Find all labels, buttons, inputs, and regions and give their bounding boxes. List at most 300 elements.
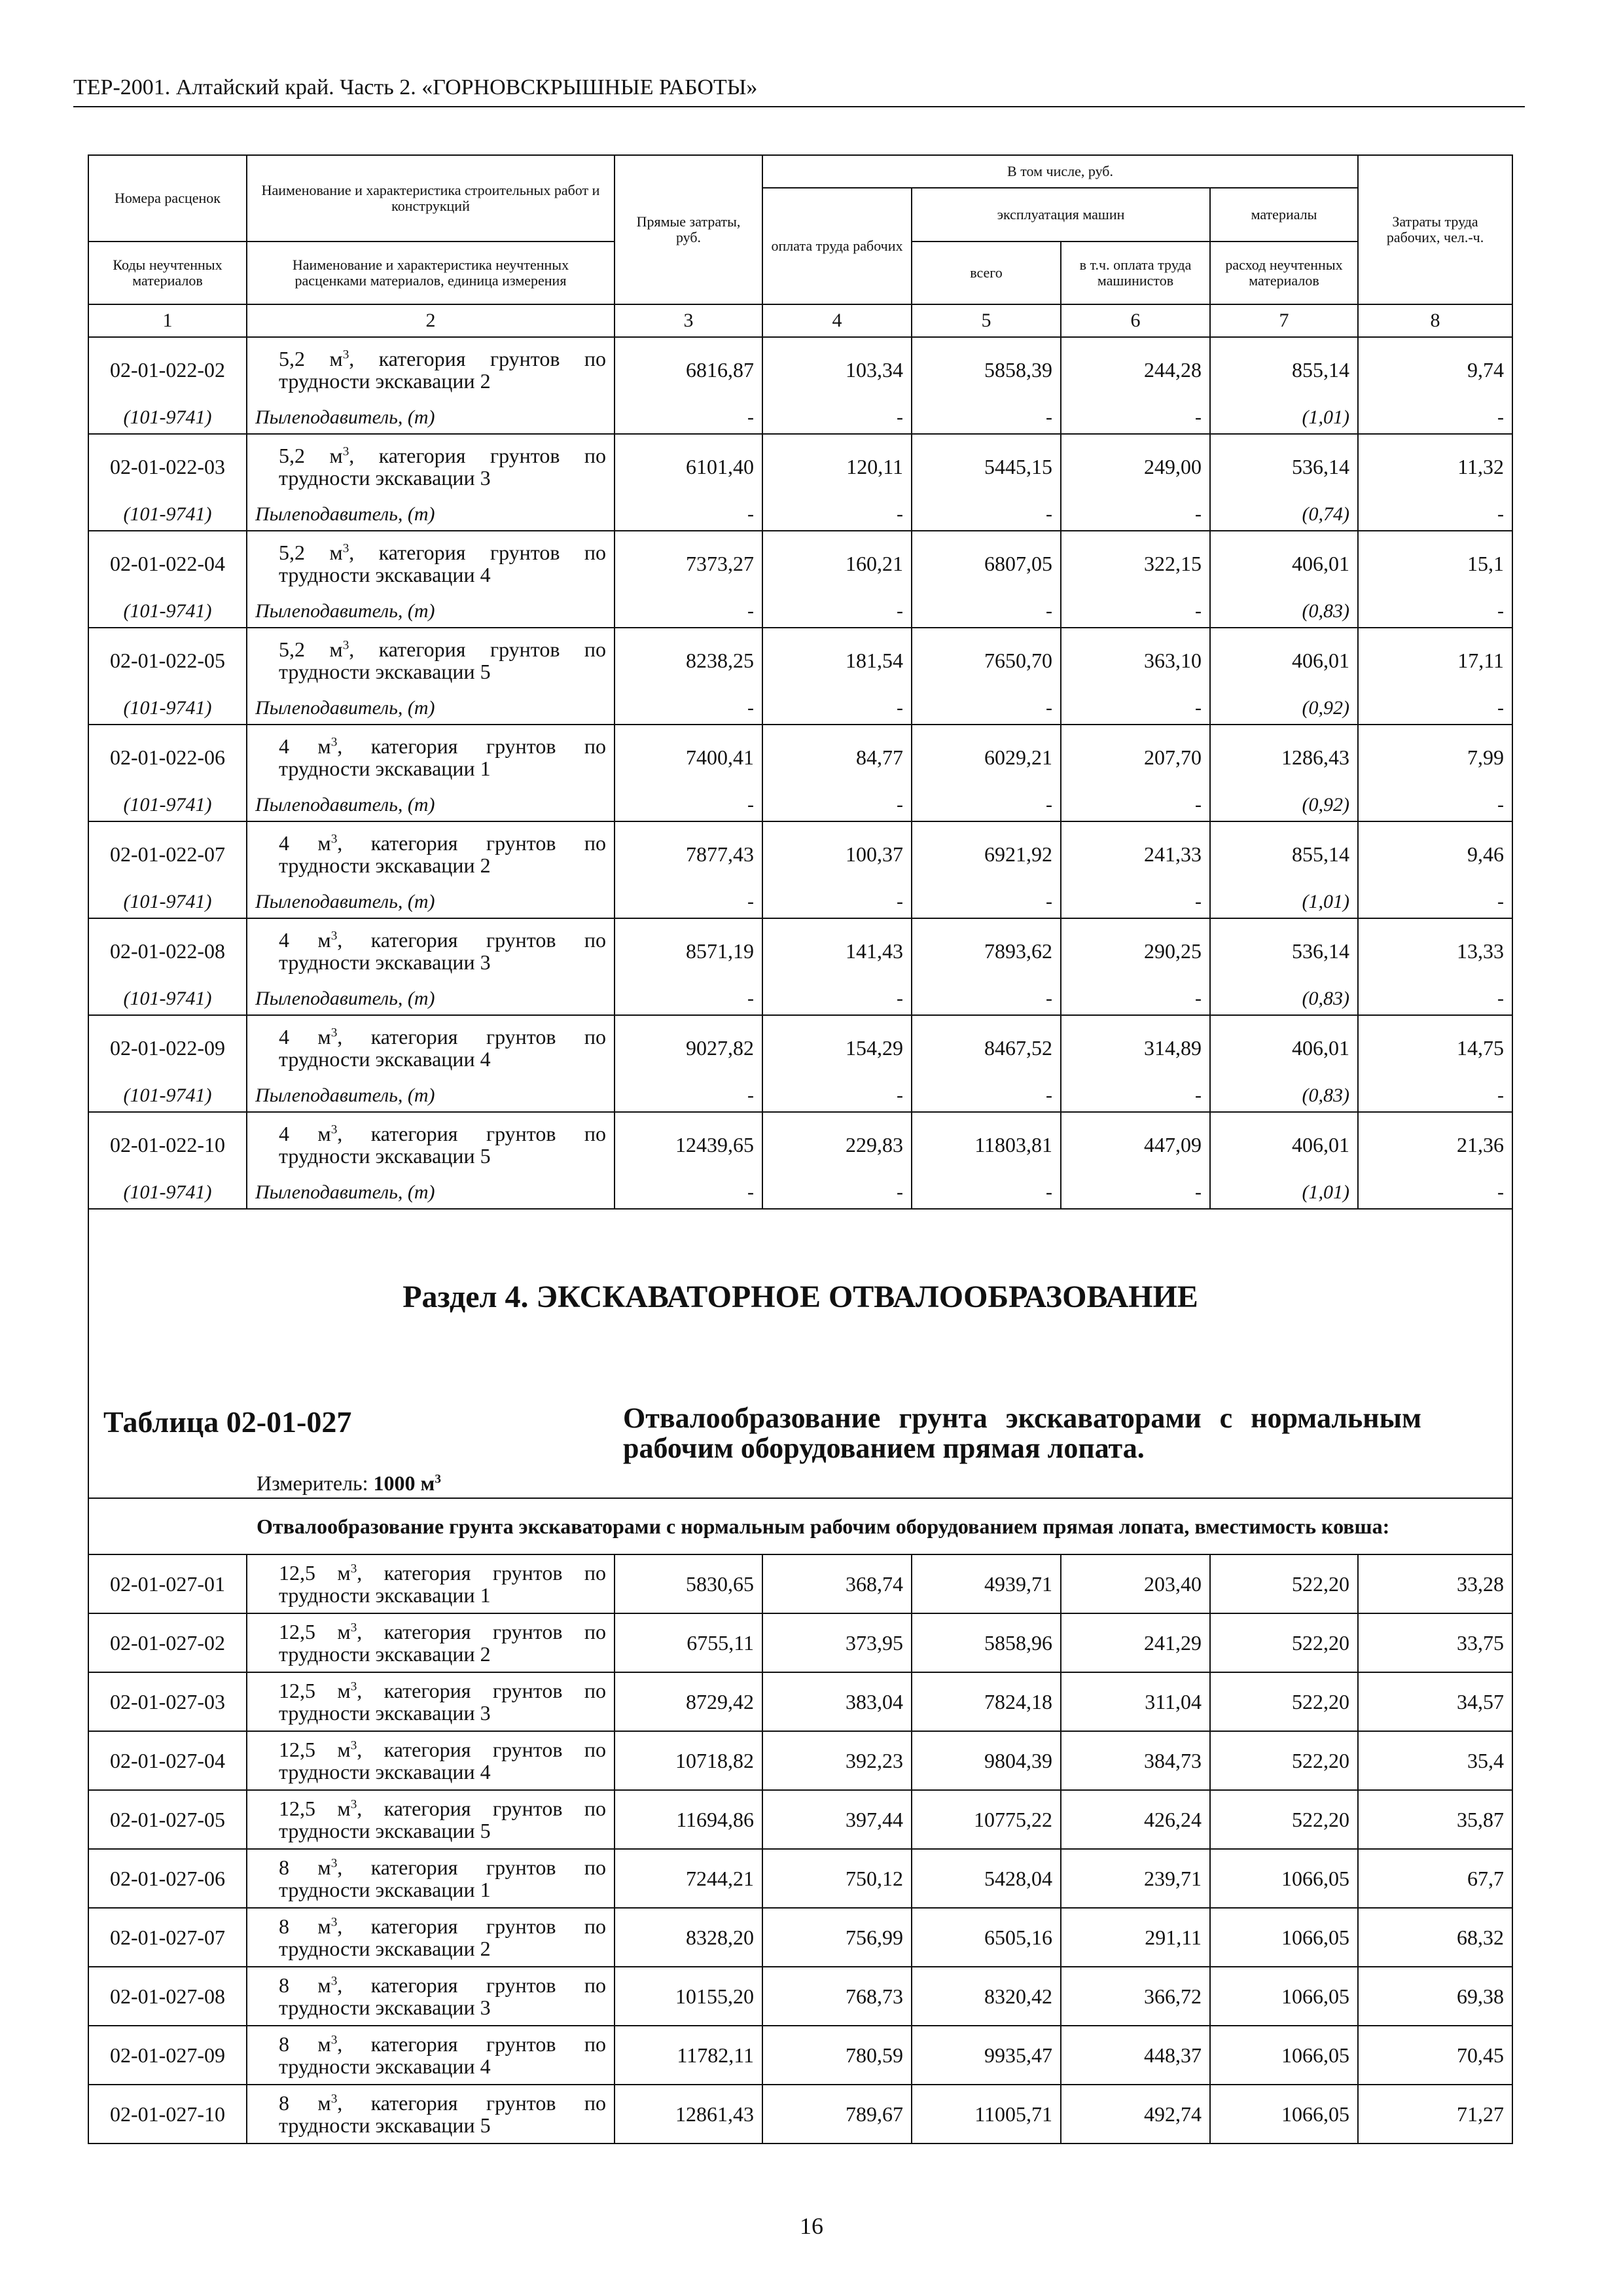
bucket-capacity: 12,5 м [279,1620,351,1643]
column-number: 7 [1210,304,1358,337]
material-name: Пылеподавитель, (т) [247,983,615,1015]
work-description [247,1112,615,1177]
work-description [247,628,615,692]
rate-code: 02-01-022-09 [88,1015,247,1080]
bucket-capacity: 4 м [279,831,331,855]
soil-category: , категория грунтов по трудности экскавации 1 [279,1561,607,1607]
rate-code: 02-01-027-10 [88,2085,247,2144]
labor-hours: 9,46 [1358,821,1512,886]
machine-cost: 8320,42 [912,1967,1061,2026]
driver-pay: 366,72 [1061,1967,1210,2026]
material-row [88,692,1512,725]
dash: - [912,402,1061,434]
soil-category: , категория грунтов по трудности экскавации 4 [279,1025,607,1071]
direct-cost: 12861,43 [615,2085,762,2144]
labor-hours: 9,74 [1358,337,1512,402]
table-row [88,1908,1512,1967]
group-heading: Отвалообразование грунта экскаваторами с нормальным рабочим оборудованием прямая лопата, вместимость ковша: [88,1498,1512,1554]
unit-exponent: 3 [342,348,349,362]
table-row [88,1849,1512,1908]
bucket-capacity: 12,5 м [279,1797,351,1820]
material-row [88,402,1512,434]
material-code: (101-9741) [88,1080,247,1112]
material-cost: 536,14 [1210,434,1358,499]
price-table [88,154,1513,2144]
material-use: (0,83) [1210,983,1358,1015]
work-description [247,1613,615,1672]
dash: - [762,1177,912,1209]
group-row [88,1498,1512,1554]
material-cost: 1286,43 [1210,725,1358,789]
machine-cost: 11803,81 [912,1112,1061,1177]
soil-category: , категория грунтов по трудности экскавации 4 [279,541,607,586]
header-material-use: расход неучтенных материалов [1210,242,1358,304]
dash: - [1061,886,1210,918]
material-code: (101-9741) [88,1177,247,1209]
material-use: (0,83) [1210,1080,1358,1112]
column-number: 3 [615,304,762,337]
material-use: (0,83) [1210,596,1358,628]
soil-category: , категория грунтов по трудности экскавации 4 [279,2032,607,2078]
material-row [88,499,1512,531]
labor-pay: 750,12 [762,1849,912,1908]
header-driver-pay: в т.ч. оплата труда машинистов [1061,242,1210,304]
machine-cost: 8467,52 [912,1015,1061,1080]
material-name: Пылеподавитель, (т) [247,789,615,821]
labor-pay: 154,29 [762,1015,912,1080]
labor-pay: 368,74 [762,1554,912,1613]
labor-hours: 14,75 [1358,1015,1512,1080]
material-row [88,983,1512,1015]
rate-code: 02-01-022-07 [88,821,247,886]
table-row [88,434,1512,499]
table-row [88,1672,1512,1731]
labor-pay: 120,11 [762,434,912,499]
unit-exponent: 3 [330,2092,338,2106]
rate-code: 02-01-027-05 [88,1790,247,1849]
material-name: Пылеподавитель, (т) [247,1080,615,1112]
labor-hours: 17,11 [1358,628,1512,692]
rate-code: 02-01-027-08 [88,1967,247,2026]
header-labor-cost: Затраты труда рабочих, чел.-ч. [1358,155,1512,304]
rate-code: 02-01-022-08 [88,918,247,983]
direct-cost: 7244,21 [615,1849,762,1908]
dash: - [1358,596,1512,628]
dash: - [1061,692,1210,725]
dash: - [1061,1177,1210,1209]
labor-hours: 68,32 [1358,1908,1512,1967]
driver-pay: 447,09 [1061,1112,1210,1177]
bucket-capacity: 12,5 м [279,1561,351,1585]
work-description [247,918,615,983]
labor-pay: 84,77 [762,725,912,789]
soil-category: , категория грунтов по трудности экскавации 5 [279,2091,607,2137]
section-row [88,1209,1512,1498]
work-description [247,1015,615,1080]
table-row [88,2085,1512,2144]
machine-cost: 7824,18 [912,1672,1061,1731]
unit-exponent: 3 [330,1974,338,1988]
direct-cost: 10718,82 [615,1731,762,1790]
bucket-capacity: 4 м [279,1122,331,1145]
machine-cost: 5445,15 [912,434,1061,499]
labor-hours: 33,75 [1358,1613,1512,1672]
dash: - [1358,983,1512,1015]
dash: - [1358,789,1512,821]
dash: - [615,402,762,434]
dash: - [615,692,762,725]
driver-pay: 291,11 [1061,1908,1210,1967]
table-row [88,725,1512,789]
column-numbers-row [88,304,1512,337]
machine-cost: 6029,21 [912,725,1061,789]
work-description [247,337,615,402]
labor-hours: 11,32 [1358,434,1512,499]
material-use: (1,01) [1210,402,1358,434]
unit-exponent: 3 [350,1797,357,1812]
driver-pay: 290,25 [1061,918,1210,983]
table-title: Отвалообразование грунта экскаваторами с нормальным рабочим оборудованием прямая лопата. [623,1402,1421,1464]
work-description [247,1967,615,2026]
dash: - [1061,499,1210,531]
dash: - [1358,692,1512,725]
dash: - [912,692,1061,725]
material-cost: 406,01 [1210,531,1358,596]
labor-hours: 70,45 [1358,2026,1512,2085]
dash: - [912,1177,1061,1209]
dash: - [762,499,912,531]
dash: - [762,596,912,628]
machine-cost: 10775,22 [912,1790,1061,1849]
column-number: 4 [762,304,912,337]
rate-code: 02-01-022-05 [88,628,247,692]
material-code: (101-9741) [88,789,247,821]
dash: - [762,1080,912,1112]
machine-cost: 5858,39 [912,337,1061,402]
header-code-a: Номера расценок [88,155,247,242]
work-description [247,2026,615,2085]
bucket-capacity: 4 м [279,928,331,952]
driver-pay: 207,70 [1061,725,1210,789]
bucket-capacity: 4 м [279,1025,331,1049]
dash: - [1358,499,1512,531]
direct-cost: 7373,27 [615,531,762,596]
material-use: (0,92) [1210,789,1358,821]
rate-code: 02-01-027-03 [88,1672,247,1731]
material-name: Пылеподавитель, (т) [247,402,615,434]
unit-exponent: 3 [342,541,349,556]
unit-exponent: 3 [350,1562,357,1576]
rate-code: 02-01-027-07 [88,1908,247,1967]
table-row [88,918,1512,983]
dash: - [615,1080,762,1112]
unit-exponent: 3 [350,1679,357,1694]
unit-exponent: 3 [350,1621,357,1635]
table-row [88,1731,1512,1790]
work-description [247,1672,615,1731]
material-cost: 406,01 [1210,628,1358,692]
unit-exponent: 3 [330,1915,338,1929]
dash: - [762,402,912,434]
labor-hours: 21,36 [1358,1112,1512,1177]
direct-cost: 8571,19 [615,918,762,983]
dash: - [912,886,1061,918]
direct-cost: 11694,86 [615,1790,762,1849]
soil-category: , категория грунтов по трудности экскавации 2 [279,347,607,393]
material-cost: 1066,05 [1210,1849,1358,1908]
driver-pay: 492,74 [1061,2085,1210,2144]
driver-pay: 244,28 [1061,337,1210,402]
labor-pay: 160,21 [762,531,912,596]
bucket-capacity: 8 м [279,2032,331,2056]
material-code: (101-9741) [88,983,247,1015]
soil-category: , категория грунтов по трудности экскавации 1 [279,734,607,780]
column-number: 8 [1358,304,1512,337]
labor-hours: 33,28 [1358,1554,1512,1613]
labor-pay: 373,95 [762,1613,912,1672]
dash: - [1061,596,1210,628]
bucket-capacity: 5,2 м [279,347,343,370]
labor-pay: 103,34 [762,337,912,402]
direct-cost: 6101,40 [615,434,762,499]
rate-code: 02-01-027-09 [88,2026,247,2085]
direct-cost: 7877,43 [615,821,762,886]
dash: - [1061,983,1210,1015]
soil-category: , категория грунтов по трудности экскавации 3 [279,444,607,490]
material-row [88,596,1512,628]
rate-code: 02-01-022-04 [88,531,247,596]
unit-exponent: 3 [342,444,349,459]
table-row [88,1112,1512,1177]
soil-category: , категория грунтов по трудности экскавации 2 [279,831,607,877]
table-row [88,1613,1512,1672]
meter-value: 1000 м [373,1471,435,1495]
dash: - [912,1080,1061,1112]
material-row [88,1080,1512,1112]
direct-cost: 8328,20 [615,1908,762,1967]
bucket-capacity: 4 м [279,734,331,758]
bucket-capacity: 5,2 м [279,637,343,661]
work-description [247,1554,615,1613]
material-cost: 406,01 [1210,1015,1358,1080]
dash: - [912,983,1061,1015]
material-use: (0,74) [1210,499,1358,531]
direct-cost: 8238,25 [615,628,762,692]
material-cost: 406,01 [1210,1112,1358,1177]
running-header: ТЕР-2001. Алтайский край. Часть 2. «ГОРНОВСКРЫШНЫЕ РАБОТЫ» [73,73,1525,107]
machine-cost: 7650,70 [912,628,1061,692]
meter-line [257,1471,441,1496]
material-cost: 522,20 [1210,1554,1358,1613]
column-number: 2 [247,304,615,337]
rate-code: 02-01-022-03 [88,434,247,499]
labor-pay: 100,37 [762,821,912,886]
material-use: (1,01) [1210,1177,1358,1209]
unit-exponent: 3 [342,638,349,653]
material-cost: 855,14 [1210,821,1358,886]
material-cost: 522,20 [1210,1672,1358,1731]
direct-cost: 9027,82 [615,1015,762,1080]
material-cost: 522,20 [1210,1731,1358,1790]
table-row [88,1967,1512,2026]
rate-code: 02-01-027-02 [88,1613,247,1672]
driver-pay: 314,89 [1061,1015,1210,1080]
labor-pay: 383,04 [762,1672,912,1731]
labor-pay: 229,83 [762,1112,912,1177]
dash: - [762,886,912,918]
material-cost: 1066,05 [1210,1967,1358,2026]
machine-cost: 6921,92 [912,821,1061,886]
header-direct: Прямые затраты, руб. [615,155,762,304]
soil-category: , категория грунтов по трудности экскавации 3 [279,1973,607,2019]
table-label: Таблица 02-01-027 [103,1405,352,1439]
table-row [88,1554,1512,1613]
unit-exponent: 3 [330,2033,338,2047]
material-name: Пылеподавитель, (т) [247,499,615,531]
rate-code: 02-01-022-06 [88,725,247,789]
unit-exponent: 3 [330,1856,338,1871]
soil-category: , категория грунтов по трудности экскавации 4 [279,1738,607,1784]
material-code: (101-9741) [88,499,247,531]
section-title: Раздел 4. ЭКСКАВАТОРНОЕ ОТВАЛООБРАЗОВАНИЕ [402,1280,1198,1314]
material-name: Пылеподавитель, (т) [247,692,615,725]
bucket-capacity: 8 м [279,1856,331,1879]
material-row [88,886,1512,918]
header-labor-pay: оплата труда рабочих [762,188,912,304]
dash: - [615,983,762,1015]
driver-pay: 448,37 [1061,2026,1210,2085]
table-row [88,821,1512,886]
driver-pay: 426,24 [1061,1790,1210,1849]
labor-hours: 7,99 [1358,725,1512,789]
bucket-capacity: 12,5 м [279,1738,351,1761]
header-in-total: В том числе, руб. [762,155,1358,188]
material-code: (101-9741) [88,692,247,725]
driver-pay: 363,10 [1061,628,1210,692]
direct-cost: 6816,87 [615,337,762,402]
material-name: Пылеподавитель, (т) [247,886,615,918]
dash: - [912,789,1061,821]
dash: - [615,1177,762,1209]
dash: - [1061,402,1210,434]
table-row [88,1015,1512,1080]
column-number: 5 [912,304,1061,337]
direct-cost: 10155,20 [615,1967,762,2026]
bucket-capacity: 12,5 м [279,1679,351,1702]
material-row [88,1177,1512,1209]
dash: - [762,983,912,1015]
header-total: всего [912,242,1061,304]
material-name: Пылеподавитель, (т) [247,1177,615,1209]
machine-cost: 6807,05 [912,531,1061,596]
bucket-capacity: 5,2 м [279,444,343,467]
direct-cost: 5830,65 [615,1554,762,1613]
table-row [88,2026,1512,2085]
unit-exponent: 3 [330,1026,338,1040]
dash: - [1358,886,1512,918]
soil-category: , категория грунтов по трудности экскавации 3 [279,1679,607,1725]
work-description [247,821,615,886]
rate-code: 02-01-027-01 [88,1554,247,1613]
rate-code: 02-01-022-10 [88,1112,247,1177]
machine-cost: 9935,47 [912,2026,1061,2085]
unit-exponent: 3 [330,1122,338,1137]
driver-pay: 203,40 [1061,1554,1210,1613]
bucket-capacity: 5,2 м [279,541,343,564]
dash: - [615,789,762,821]
direct-cost: 11782,11 [615,2026,762,2085]
driver-pay: 239,71 [1061,1849,1210,1908]
soil-category: , категория грунтов по трудности экскавации 5 [279,637,607,683]
dash: - [615,596,762,628]
driver-pay: 249,00 [1061,434,1210,499]
material-cost: 536,14 [1210,918,1358,983]
dash: - [615,886,762,918]
dash: - [762,789,912,821]
material-cost: 1066,05 [1210,2026,1358,2085]
table-row [88,531,1512,596]
machine-cost: 11005,71 [912,2085,1061,2144]
dash: - [615,499,762,531]
material-cost: 1066,05 [1210,2085,1358,2144]
material-row [88,789,1512,821]
unit-exponent: 3 [330,735,338,749]
header-code-b: Коды неучтенных материалов [88,242,247,304]
soil-category: , категория грунтов по трудности экскавации 2 [279,1620,607,1666]
meter-exponent: 3 [435,1472,441,1486]
soil-category: , категория грунтов по трудности экскавации 3 [279,928,607,974]
work-description [247,1849,615,1908]
direct-cost: 7400,41 [615,725,762,789]
dash: - [762,692,912,725]
labor-pay: 768,73 [762,1967,912,2026]
driver-pay: 241,29 [1061,1613,1210,1672]
rate-code: 02-01-027-06 [88,1849,247,1908]
material-cost: 522,20 [1210,1790,1358,1849]
section-block [88,1209,1512,1498]
machine-cost: 6505,16 [912,1908,1061,1967]
material-code: (101-9741) [88,402,247,434]
direct-cost: 8729,42 [615,1672,762,1731]
soil-category: , категория грунтов по трудности экскавации 5 [279,1797,607,1842]
driver-pay: 322,15 [1061,531,1210,596]
material-code: (101-9741) [88,886,247,918]
direct-cost: 12439,65 [615,1112,762,1177]
labor-hours: 69,38 [1358,1967,1512,2026]
machine-cost: 5858,96 [912,1613,1061,1672]
driver-pay: 311,04 [1061,1672,1210,1731]
labor-pay: 397,44 [762,1790,912,1849]
bucket-capacity: 8 м [279,1973,331,1997]
bucket-capacity: 8 м [279,1914,331,1938]
labor-pay: 780,59 [762,2026,912,2085]
header-name-a: Наименование и характеристика строительных работ и конструкций [247,155,615,242]
meter-prefix: Измеритель: [257,1471,374,1495]
machine-cost: 9804,39 [912,1731,1061,1790]
column-number: 6 [1061,304,1210,337]
work-description [247,1731,615,1790]
labor-pay: 789,67 [762,2085,912,2144]
labor-pay: 756,99 [762,1908,912,1967]
material-cost: 855,14 [1210,337,1358,402]
dash: - [912,596,1061,628]
soil-category: , категория грунтов по трудности экскавации 5 [279,1122,607,1168]
unit-exponent: 3 [330,832,338,846]
work-description [247,1908,615,1967]
labor-pay: 141,43 [762,918,912,983]
header-name-b: Наименование и характеристика неучтенных расценками материалов, единица измерения [247,242,615,304]
page-number: 16 [800,2213,823,2239]
